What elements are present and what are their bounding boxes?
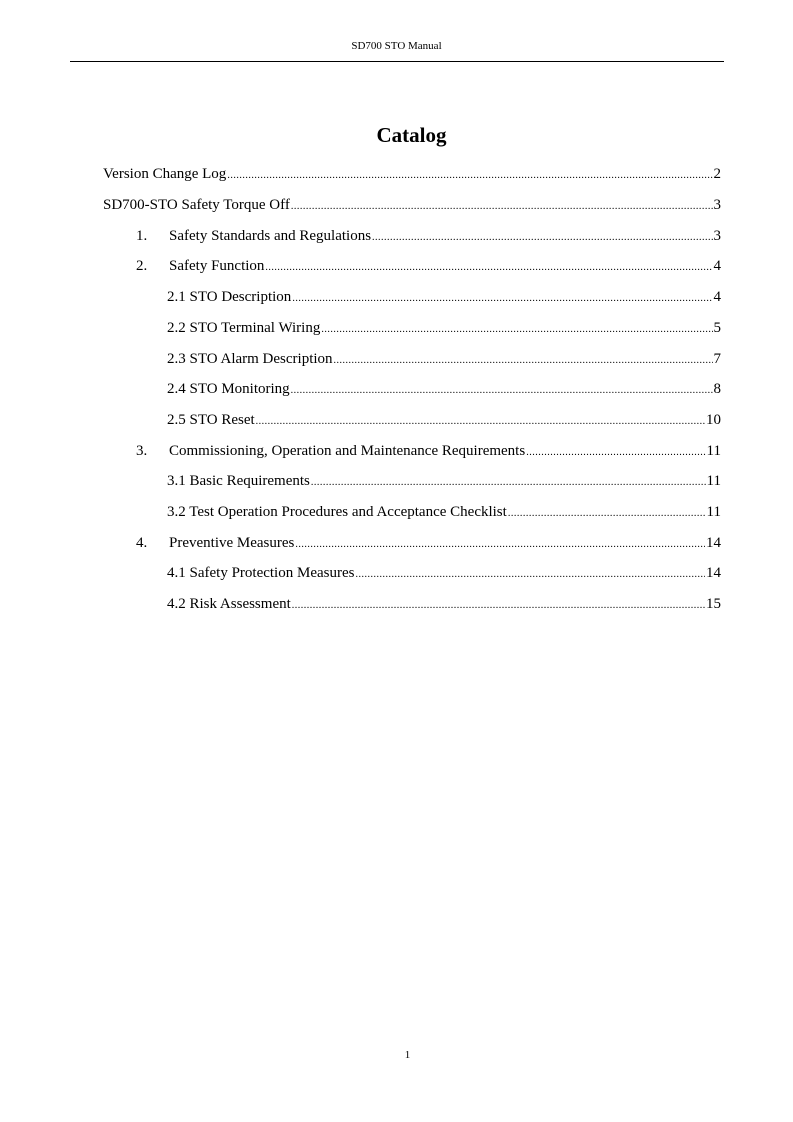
toc-entry-page: 2 bbox=[713, 166, 721, 182]
toc-entry-label: 2.5 STO Reset bbox=[167, 412, 255, 428]
toc-entry-label: 4.2 Risk Assessment bbox=[167, 596, 291, 612]
toc-leader bbox=[372, 228, 712, 248]
toc-leader bbox=[256, 412, 705, 432]
toc-entry-sto-description[interactable] bbox=[167, 287, 721, 307]
toc-entry-label: Version Change Log bbox=[103, 166, 227, 182]
toc-entry-number: 3. bbox=[136, 443, 148, 459]
toc-entry-label: 2.1 STO Description bbox=[167, 289, 292, 305]
toc-entry-page: 10 bbox=[706, 412, 721, 428]
toc-leader bbox=[508, 504, 706, 524]
toc-entry-page: 11 bbox=[706, 504, 721, 520]
toc-leader bbox=[292, 289, 712, 309]
toc-entry-safety-standards[interactable] bbox=[136, 226, 721, 246]
toc-entry-page: 15 bbox=[706, 596, 721, 612]
toc-entry-commissioning[interactable] bbox=[136, 441, 721, 461]
toc-entry-page: 5 bbox=[713, 320, 721, 336]
toc-entry-label: Preventive Measures bbox=[169, 535, 295, 551]
toc-entry-number: 4. bbox=[136, 535, 148, 551]
toc-leader bbox=[291, 381, 713, 401]
toc-leader bbox=[292, 596, 705, 616]
toc-entry-label: 3.1 Basic Requirements bbox=[167, 473, 310, 489]
toc-entry-sto-monitoring[interactable] bbox=[167, 379, 721, 399]
toc-entry-label: 4.1 Safety Protection Measures bbox=[167, 565, 355, 581]
toc-leader bbox=[295, 535, 705, 555]
toc-entry-sto-reset[interactable] bbox=[167, 410, 721, 430]
toc-entry-basic-requirements[interactable] bbox=[167, 471, 721, 491]
toc-leader bbox=[291, 197, 713, 217]
toc-leader bbox=[265, 258, 712, 278]
page-title: Catalog bbox=[376, 123, 447, 147]
toc-entry-version-change-log[interactable] bbox=[103, 164, 721, 184]
running-header: SD700 STO Manual bbox=[351, 40, 442, 52]
toc-entry-label: 3.2 Test Operation Procedures and Acceptance Checklist bbox=[167, 504, 507, 520]
toc-entry-page: 11 bbox=[706, 443, 721, 459]
toc-leader bbox=[321, 320, 712, 340]
page-number: 1 bbox=[404, 1049, 411, 1061]
toc-entry-label: Safety Function bbox=[169, 258, 265, 274]
toc-entry-safety-protection[interactable] bbox=[167, 563, 721, 583]
toc-entry-label: 2.3 STO Alarm Description bbox=[167, 351, 333, 367]
toc-entry-page: 3 bbox=[713, 197, 721, 213]
toc-leader bbox=[311, 473, 706, 493]
toc-entry-label: Safety Standards and Regulations bbox=[169, 228, 372, 244]
toc-leader bbox=[355, 565, 705, 585]
toc-entry-label: Commissioning, Operation and Maintenance Requirements bbox=[169, 443, 526, 459]
toc-leader bbox=[334, 351, 713, 371]
toc-entry-label: SD700-STO Safety Torque Off bbox=[103, 197, 290, 213]
toc-entry-page: 3 bbox=[713, 228, 721, 244]
toc-entry-page: 7 bbox=[713, 351, 721, 367]
toc-entry-label: 2.4 STO Monitoring bbox=[167, 381, 290, 397]
toc-entry-test-operation[interactable] bbox=[167, 502, 721, 522]
toc-leader bbox=[526, 443, 705, 463]
toc-entry-number: 2. bbox=[136, 258, 148, 274]
toc-entry-page: 14 bbox=[706, 565, 721, 581]
toc-entry-sto-terminal-wiring[interactable] bbox=[167, 318, 721, 338]
toc-entry-sto-alarm-description[interactable] bbox=[167, 349, 721, 369]
toc-entry-page: 4 bbox=[713, 258, 721, 274]
toc-entry-label: 2.2 STO Terminal Wiring bbox=[167, 320, 321, 336]
toc-entry-page: 14 bbox=[706, 535, 721, 551]
toc-entry-preventive-measures[interactable] bbox=[136, 533, 721, 553]
toc-entry-page: 8 bbox=[713, 381, 721, 397]
toc-entry-safety-function[interactable] bbox=[136, 256, 721, 276]
toc-entry-page: 11 bbox=[706, 473, 721, 489]
toc-entry-risk-assessment[interactable] bbox=[167, 594, 721, 614]
toc-entry-page: 4 bbox=[713, 289, 721, 305]
header-divider bbox=[70, 61, 724, 62]
toc-leader bbox=[227, 166, 712, 186]
toc-entry-safety-torque-off[interactable] bbox=[103, 195, 721, 215]
toc-entry-number: 1. bbox=[136, 228, 148, 244]
